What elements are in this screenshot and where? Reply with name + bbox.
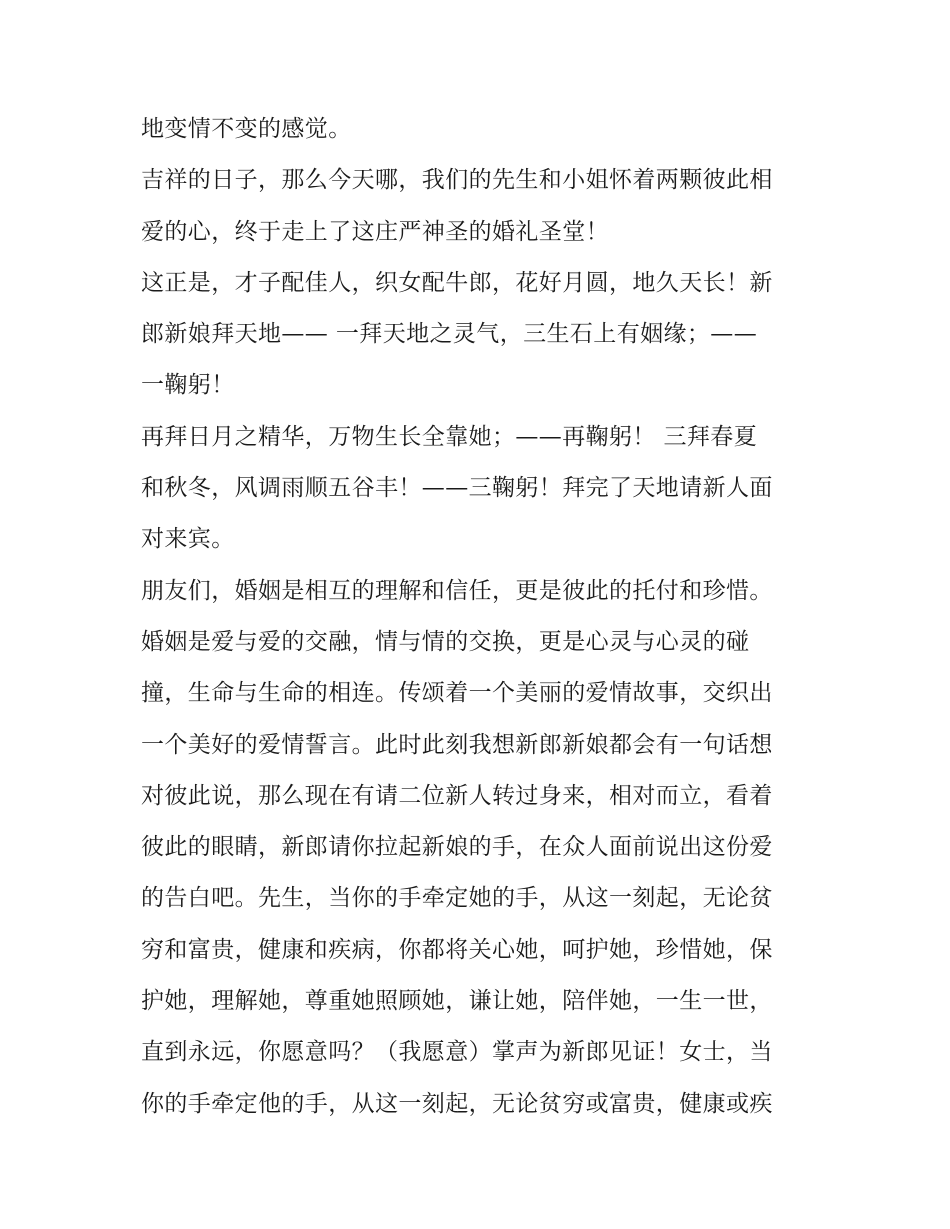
- text-line: 对来宾。: [141, 526, 235, 553]
- text-line: 撞，生命与生命的相连。传颂着一个美丽的爱情故事，交织出: [141, 680, 773, 707]
- text-line: 对彼此说，那么现在有请二位新人转过身来，相对而立，看着: [141, 782, 773, 809]
- text-line: 这正是，才子配佳人，织女配牛郎，花好月圆，地久天长！新: [141, 269, 773, 296]
- text-line: 你的手牵定他的手，从这一刻起，无论贫穷或富贵，健康或疾: [141, 1090, 773, 1117]
- text-line: 直到永远，你愿意吗？（我愿意）掌声为新郎见证！女士，当: [141, 1039, 773, 1066]
- text-line: 穷和富贵，健康和疾病，你都将关心她，呵护她，珍惜她，保: [141, 936, 773, 963]
- text-line: 彼此的眼睛，新郎请你拉起新娘的手，在众人面前说出这份爱: [141, 834, 773, 861]
- text-line: 和秋冬，风调雨顺五谷丰！——三鞠躬！拜完了天地请新人面: [141, 475, 773, 502]
- document-body: [141, 104, 813, 1130]
- text-line: 郎新娘拜天地—— 一拜天地之灵气，三生石上有姻缘；——: [141, 321, 758, 348]
- text-line: 吉祥的日子，那么今天哪，我们的先生和小姐怀着两颗彼此相: [141, 167, 773, 194]
- text-line: 一鞠躬！: [141, 372, 235, 399]
- text-line: 再拜日月之精华，万物生长全靠她；——再鞠躬！ 三拜春夏: [141, 423, 758, 450]
- text-line: 朋友们，婚姻是相互的理解和信任，更是彼此的托付和珍惜。: [141, 577, 773, 604]
- text-line: 的告白吧。先生，当你的手牵定她的手，从这一刻起，无论贫: [141, 885, 773, 912]
- text-line: 地变情不变的感觉。: [141, 116, 352, 142]
- text-line: 婚姻是爱与爱的交融，情与情的交换，更是心灵与心灵的碰: [141, 628, 750, 655]
- text-line: 爱的心，终于走上了这庄严神圣的婚礼圣堂！: [141, 218, 609, 245]
- text-line: 护她，理解她，尊重她照顾她，谦让她，陪伴她，一生一世，: [141, 988, 773, 1015]
- text-line: 一个美好的爱情誓言。此时此刻我想新郎新娘都会有一句话想: [141, 731, 773, 758]
